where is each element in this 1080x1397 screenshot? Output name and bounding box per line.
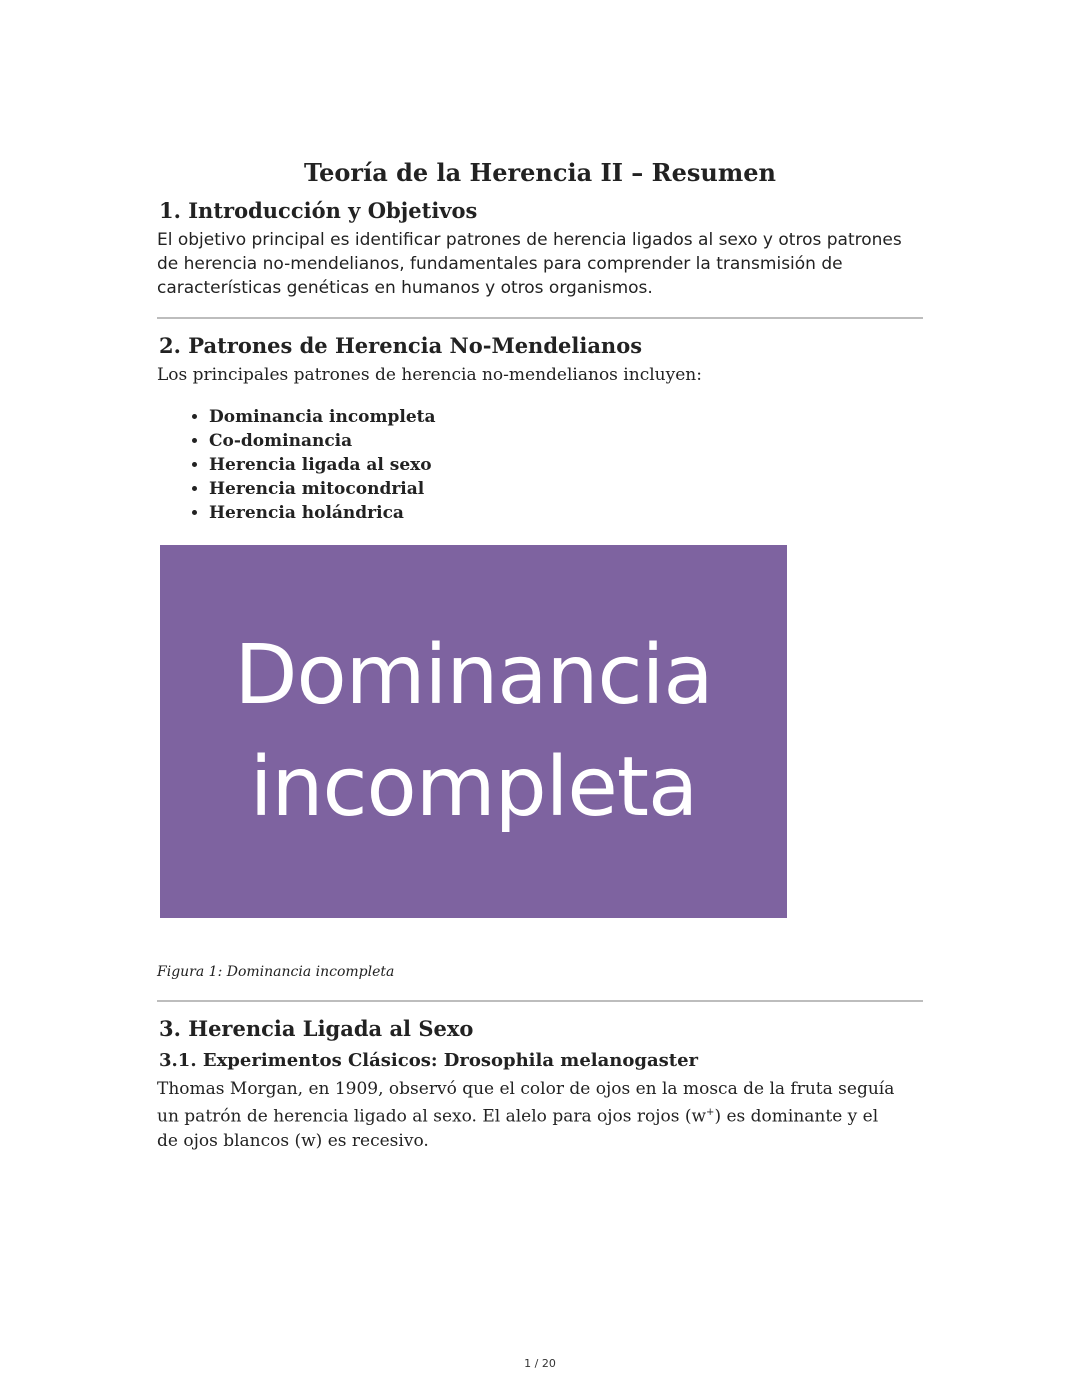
section-heading-herencia-ligada: 3. Herencia Ligada al Sexo — [159, 1016, 474, 1041]
section-heading-introduccion: 1. Introducción y Objetivos — [159, 198, 478, 223]
list-item: • Herencia mitocondrial — [209, 477, 436, 501]
divider — [157, 1000, 923, 1002]
paragraph-text: Thomas Morgan, en 1909, observó que el color de ojos en la mosca de la fruta seguía un patrón de herencia ligado al sexo. El alelo para ojos rojos (w — [157, 1079, 895, 1127]
section-paragraph-introduccion: El objetivo principal es identificar patrones de herencia ligados al sexo y otros patrones de herencia no-mendelianos, fundamentales para comprender la transmisión de características genéticas en humanos y otros organismos. — [157, 230, 902, 298]
paragraph-text: ) es dominante y el de ojos blancos (w) es recesivo. — [157, 1106, 879, 1151]
list-item: • Herencia holándrica — [209, 501, 436, 525]
superscript: + — [706, 1107, 715, 1118]
page-title: Teoría de la Herencia II – Resumen — [304, 158, 776, 187]
figure-caption: Figura 1: Dominancia incompleta — [157, 964, 395, 980]
section-paragraph-morgan — [157, 1077, 897, 1153]
page-indicator: 1 / 20 — [524, 1357, 556, 1370]
figure-image-dominancia-incompleta — [160, 545, 787, 918]
divider — [157, 317, 923, 319]
subsection-heading-drosophila: 3.1. Experimentos Clásicos: Drosophila melanogaster — [159, 1050, 699, 1071]
patterns-list — [190, 405, 436, 525]
section-heading-patrones: 2. Patrones de Herencia No-Mendelianos — [159, 333, 643, 358]
list-item: • Herencia ligada al sexo — [209, 453, 436, 477]
list-item: • Co-dominancia — [209, 429, 436, 453]
section-paragraph-patrones: Los principales patrones de herencia no-mendelianos incluyen: — [157, 365, 702, 385]
figure-text-line1: Dominancia — [234, 627, 713, 723]
figure-text-line2: incompleta — [249, 739, 698, 835]
list-item: • Dominancia incompleta — [209, 405, 436, 429]
